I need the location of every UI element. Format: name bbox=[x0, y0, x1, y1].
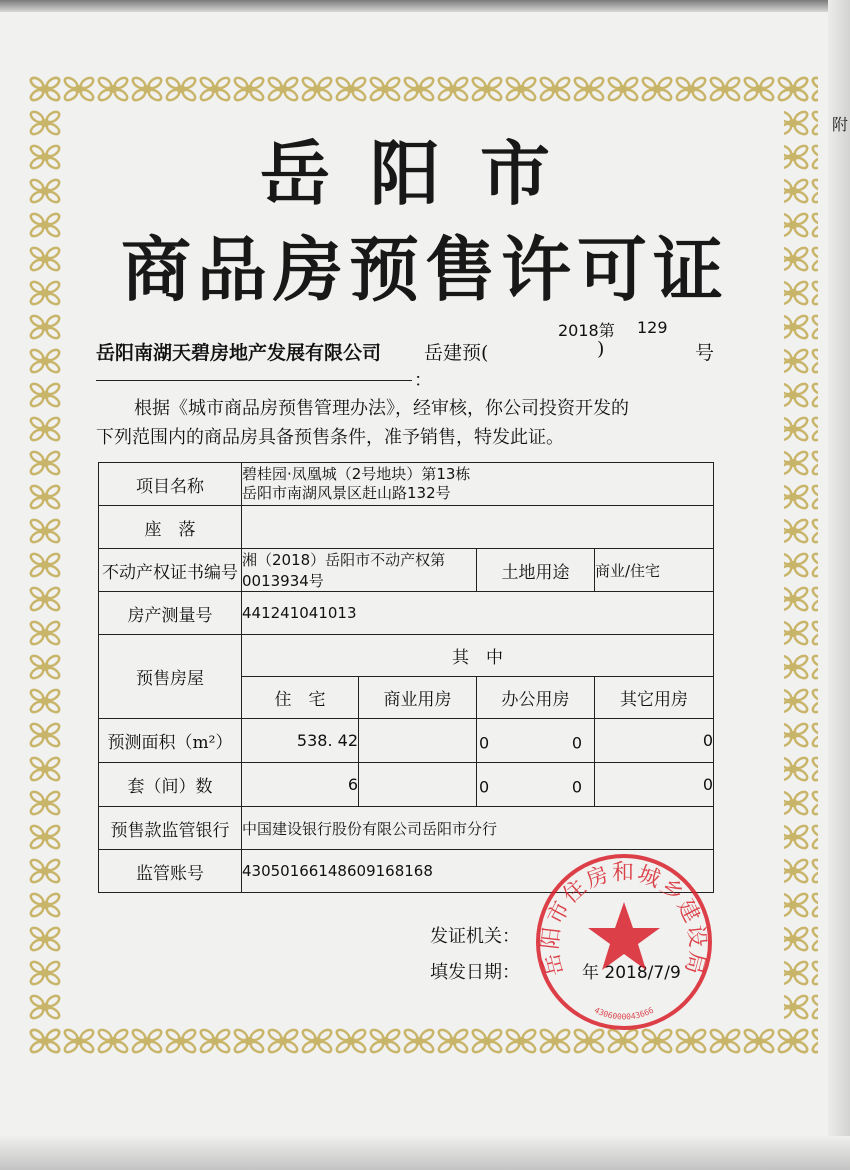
scan-bottom-edge bbox=[0, 1136, 850, 1170]
area-other: 0 bbox=[595, 719, 714, 763]
row-property-cert bbox=[99, 549, 714, 592]
property-cert-value: 湘（2018）岳阳市不动产权第0013934号 bbox=[242, 549, 477, 592]
title-city: 岳阳市 bbox=[260, 133, 590, 215]
approval-text bbox=[96, 394, 716, 452]
of-which-header: 其 中 bbox=[242, 635, 714, 677]
permit-year: 2018第 bbox=[558, 321, 615, 340]
issue-date-label: 填发日期： bbox=[430, 962, 520, 983]
seal-text: 岳阳市住房和城乡建设局 bbox=[538, 860, 710, 979]
permit-table bbox=[98, 462, 714, 893]
survey-label: 房产测量号 bbox=[99, 592, 242, 635]
issue-date: 年 2018/7/9 bbox=[582, 963, 681, 983]
seal-star-icon bbox=[588, 902, 660, 970]
area-office-cell bbox=[477, 719, 595, 763]
property-cert-label: 不动产权证书编号 bbox=[99, 549, 242, 592]
presale-label: 预售房屋 bbox=[99, 635, 242, 719]
project-location: 岳阳市南湖风景区赶山路132号 bbox=[242, 484, 451, 502]
bank-label: 预售款监管银行 bbox=[99, 807, 242, 850]
units-other: 0 bbox=[595, 763, 714, 807]
row-units bbox=[99, 763, 714, 807]
title-certificate: 商品房预售许可证 bbox=[121, 229, 729, 311]
seal-code: 4306000043666 bbox=[592, 1005, 656, 1022]
project-name-value bbox=[242, 463, 714, 506]
row-bank bbox=[99, 807, 714, 850]
area-office: 0 bbox=[571, 732, 582, 752]
land-use-value: 商业/住宅 bbox=[595, 549, 714, 592]
row-presale-head bbox=[99, 635, 714, 677]
issuer-label: 发证机关： bbox=[430, 926, 520, 947]
account-value: 43050166148609168168 bbox=[242, 850, 714, 893]
col-other: 其它用房 bbox=[595, 677, 714, 719]
scan-top-shadow bbox=[0, 0, 850, 12]
units-commercial bbox=[359, 763, 477, 807]
land-use-label: 土地用途 bbox=[477, 549, 595, 592]
units-label: 套（间）数 bbox=[99, 763, 242, 807]
bank-value: 中国建设银行股份有限公司岳阳市分行 bbox=[242, 807, 714, 850]
row-area bbox=[99, 719, 714, 763]
row-location bbox=[99, 506, 714, 549]
area-commercial-zero: 0 bbox=[479, 732, 490, 752]
company-colon: ： bbox=[414, 370, 432, 391]
row-survey bbox=[99, 592, 714, 635]
units-office: 0 bbox=[571, 776, 582, 796]
location-value bbox=[242, 506, 714, 549]
company-underline bbox=[96, 380, 412, 381]
area-label: 预测面积（m²） bbox=[99, 719, 242, 763]
row-project-name bbox=[99, 463, 714, 506]
approval-line-1: 根据《城市商品房预售管理办法》，经审核，你公司投资开发的 bbox=[134, 398, 629, 419]
side-note: 附 bbox=[832, 115, 849, 134]
area-commercial bbox=[359, 719, 477, 763]
survey-value: 441241041013 bbox=[242, 592, 714, 635]
area-residential: 538. 42 bbox=[242, 719, 359, 763]
location-label: 座 落 bbox=[99, 506, 242, 549]
project-name: 碧桂园·凤凰城（2号地块）第13栋 bbox=[242, 465, 471, 483]
permit-number: 129 bbox=[637, 318, 668, 337]
project-name-label: 项目名称 bbox=[99, 463, 242, 506]
company-name: 岳阳南湖天碧房地产发展有限公司 bbox=[96, 342, 382, 364]
account-label: 监管账号 bbox=[99, 850, 242, 893]
units-residential: 6 bbox=[242, 763, 359, 807]
col-commercial: 商业用房 bbox=[359, 677, 477, 719]
permit-suffix: 号 bbox=[695, 342, 715, 364]
col-residential: 住 宅 bbox=[242, 677, 359, 719]
col-office: 办公用房 bbox=[477, 677, 595, 719]
permit-paren-close: ) bbox=[597, 338, 605, 360]
permit-prefix: 岳建预( bbox=[424, 342, 489, 364]
official-seal bbox=[532, 850, 716, 1034]
units-office-cell bbox=[477, 763, 595, 807]
approval-line-2: 下列范围内的商品房具备预售条件，准予销售，特发此证。 bbox=[96, 427, 564, 448]
svg-text:4306000043666 bbox=[593, 1006, 655, 1022]
units-commercial-zero: 0 bbox=[479, 776, 490, 796]
